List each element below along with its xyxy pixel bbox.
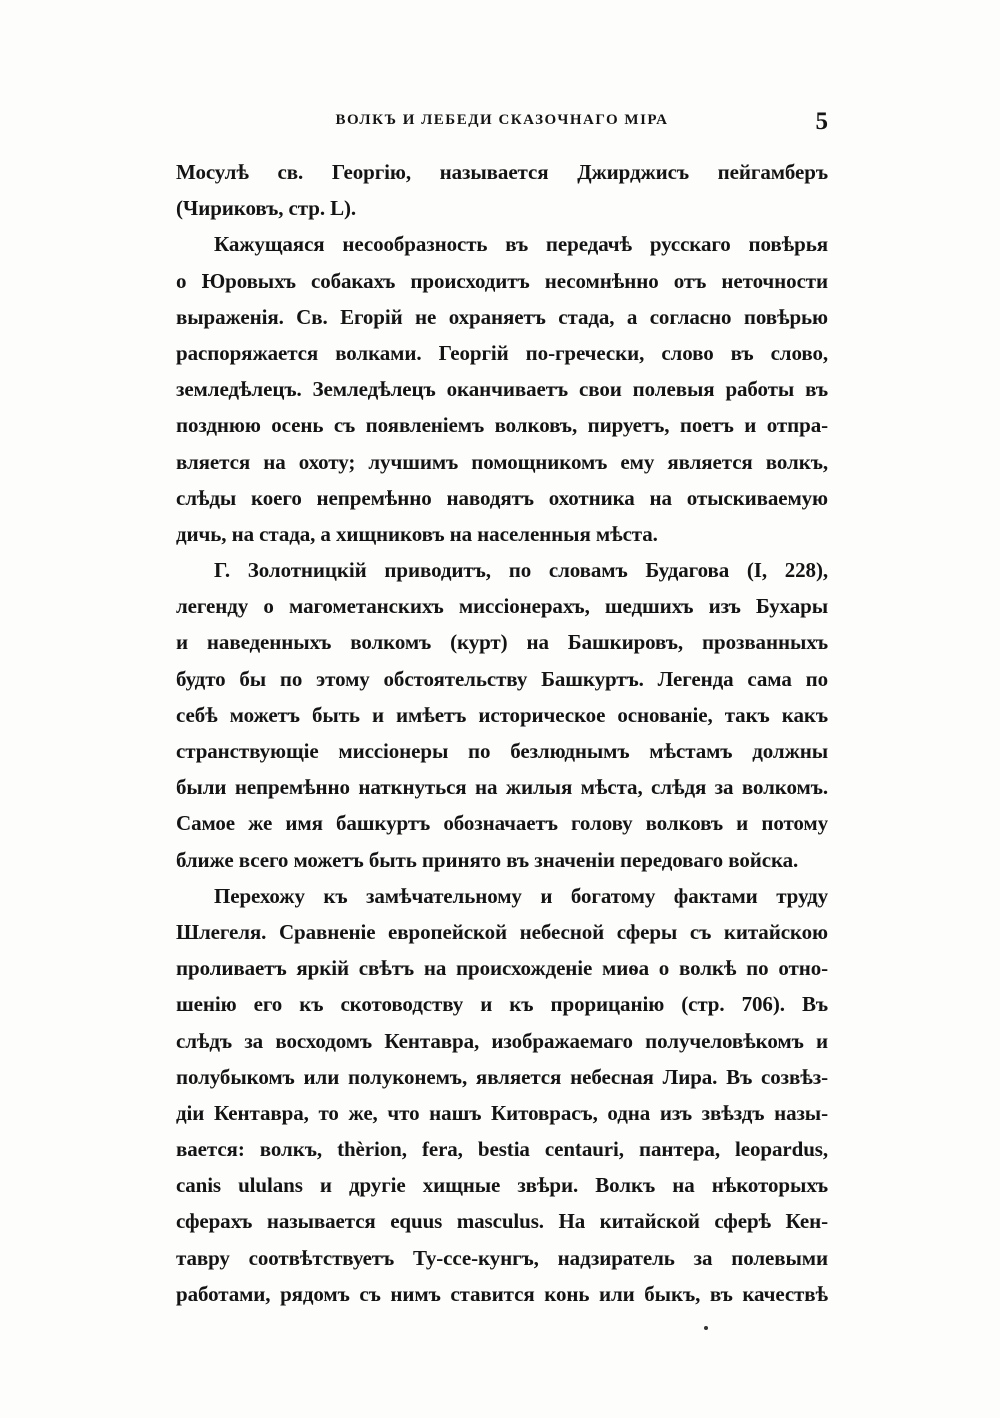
text-line: шенію его къ скотоводству и къ прорицанію (стр. 706). Въ bbox=[176, 992, 828, 1017]
running-head bbox=[176, 108, 828, 138]
text-line: легенду о магометанскихъ миссіонерахъ, шедшихъ изъ Бухары bbox=[176, 594, 828, 619]
text-line: работами, рядомъ съ нимъ ставится конь или быкъ, въ качествѣ bbox=[176, 1281, 828, 1306]
text-line: странствующіе миссіонеры по безлюднымъ мѣстамъ должны bbox=[176, 739, 828, 763]
text-line: Г. Золотницкій приводитъ, по словамъ Будагова (I, 228), bbox=[214, 558, 828, 583]
text-line: будто бы по этому обстоятельству Башкуртъ. Легенда сама по bbox=[176, 666, 828, 691]
text-line: Самое же имя башкуртъ обозначаетъ голову волковъ и потому bbox=[176, 811, 828, 836]
text-line: (Чириковъ, стр. L). bbox=[176, 196, 357, 221]
text-line: позднюю осень съ появленіемъ волковъ, пируетъ, поетъ и отпра- bbox=[176, 413, 828, 438]
text-line: Мосулѣ св. Георгію, называется Джирджисъ пейгамберъ bbox=[176, 160, 828, 184]
text-line: о Юровыхъ собакахъ происходитъ несомнѣнно отъ неточности bbox=[176, 268, 828, 293]
page-number: 5 bbox=[815, 108, 828, 135]
text-line: были непремѣнно наткнуться на жилыя мѣста, слѣдя за волкомъ. bbox=[176, 775, 828, 800]
text-line: Кажущаяся несообразность въ передачѣ русскаго повѣрья bbox=[214, 232, 828, 257]
text-line: распоряжается волками. Георгій по-гречески, слово въ слово, bbox=[176, 340, 828, 365]
print-dot bbox=[704, 1326, 708, 1330]
text-line: слѣды коего непремѣнно наводятъ охотника на отыскиваемую bbox=[176, 485, 828, 510]
text-line: Перехожу къ замѣчательному и богатому фактами труду bbox=[214, 883, 828, 908]
text-line: себѣ можетъ быть и имѣетъ историческое основаніе, такъ какъ bbox=[176, 702, 828, 727]
text-line: полубыкомъ или полуконемъ, является небесная Лира. Въ созвѣз- bbox=[176, 1064, 828, 1089]
text-line: тавру соотвѣтствуетъ Ту-ссе-кунгъ, надзиратель за полевыми bbox=[176, 1245, 828, 1270]
text-line: Шлегеля. Сравненіе европейской небесной сферы съ китайскою bbox=[176, 919, 828, 944]
text-line: вается: волкъ, thèrion, fera, bestia centauri, пантера, leopardus, bbox=[176, 1137, 828, 1162]
body-text bbox=[176, 154, 828, 1312]
text-line: и наведенныхъ волкомъ (курт) на Башкировъ, прозванныхъ bbox=[176, 630, 828, 655]
text-line: дичь, на стада, а хищниковъ на населенныя мѣста. bbox=[176, 521, 658, 546]
text-line: ближе всего можетъ быть принято въ значеніи передоваго войска. bbox=[176, 847, 799, 872]
text-line: выраженія. Св. Егорій не охраняетъ стада, а согласно повѣрью bbox=[176, 304, 828, 329]
text-line: проливаетъ яркій свѣтъ на происхожденіе миѳа о волкѣ по отно- bbox=[176, 956, 828, 981]
running-title: ВОЛКЪ И ЛЕБЕДИ СКАЗОЧНАГО МІРА bbox=[335, 112, 669, 128]
text-line: вляется на охоту; лучшимъ помощникомъ ему является волкъ, bbox=[176, 449, 828, 474]
text-line: земледѣлецъ. Земледѣлецъ оканчиваетъ свои полевыя работы въ bbox=[176, 377, 828, 402]
text-line: слѣдъ за восходомъ Кентавра, изображаемаго получеловѣкомъ и bbox=[176, 1028, 828, 1053]
text-line: сферахъ называется equus masculus. На китайской сферѣ Кен- bbox=[176, 1209, 828, 1234]
text-line: canis ululans и другіе хищные звѣри. Волкъ на нѣкоторыхъ bbox=[176, 1173, 828, 1198]
text-line: діи Кентавра, то же, что нашъ Китоврасъ, одна изъ звѣздъ назы- bbox=[176, 1100, 828, 1125]
